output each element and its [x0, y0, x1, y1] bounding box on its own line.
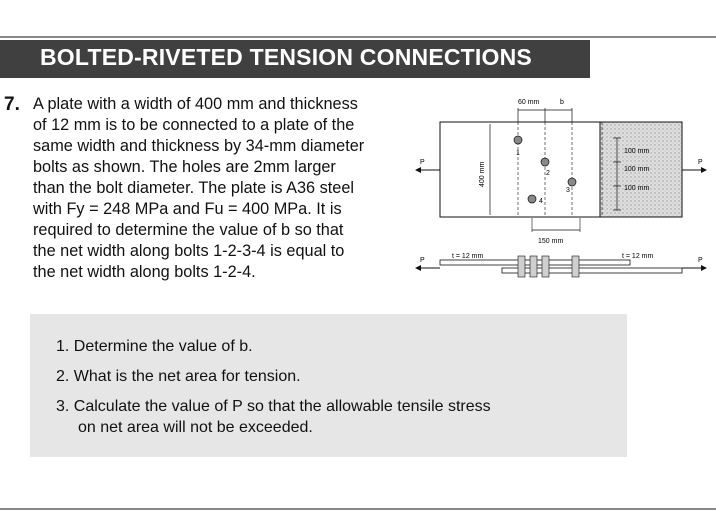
- section-plate-bottom: [502, 268, 682, 273]
- question-1-text: Determine the value of b.: [73, 338, 253, 355]
- question-2-number: 2.: [56, 368, 70, 385]
- bolt-2-label: 2: [546, 170, 550, 177]
- question-2-text: What is the net area for tension.: [73, 368, 301, 385]
- section-bolt-1: [518, 256, 525, 277]
- problem-line-8: the net width along bolts 1-2-3-4 is equal to: [33, 242, 345, 260]
- load-left-label: P: [420, 159, 425, 166]
- problem-number: 7.: [4, 94, 20, 115]
- section-bolt-3: [542, 256, 549, 277]
- bolt-1-label: 1: [516, 150, 520, 157]
- bolt-4: [528, 195, 536, 203]
- problem-line-2: of 12 mm is to be connected to a plate of the: [33, 116, 355, 134]
- connection-figure: [410, 92, 710, 282]
- bolt-4-label: 4: [539, 198, 543, 205]
- dim-400: 400 mm: [479, 161, 486, 187]
- dim-100-a: 100 mm: [624, 148, 650, 155]
- problem-line-4: bolts as shown. The holes are 2mm larger: [33, 158, 336, 176]
- question-3: [56, 398, 491, 416]
- bottom-rule: [0, 508, 716, 510]
- problem-line-3: same width and thickness by 34-mm diameter: [33, 137, 365, 155]
- dim-60: 60 mm: [518, 99, 540, 106]
- bolt-1: [514, 136, 522, 144]
- dim-100-b: 100 mm: [624, 166, 650, 173]
- dim-100-c: 100 mm: [624, 185, 650, 192]
- question-1: [56, 338, 253, 356]
- load-right-label: P: [698, 159, 703, 166]
- dim-b: b: [560, 99, 564, 106]
- bolt-3-label: 3: [566, 187, 570, 194]
- page-title: BOLTED-RIVETED TENSION CONNECTIONS: [40, 44, 532, 70]
- section-bolt-2: [530, 256, 537, 277]
- problem-line-1: A plate with a width of 400 mm and thickness: [33, 95, 358, 113]
- bolt-2: [541, 158, 549, 166]
- problem-line-5: than the bolt diameter. The plate is A36 steel: [33, 179, 355, 197]
- top-rule: [0, 36, 716, 38]
- dim-150: 150 mm: [538, 238, 564, 245]
- section-bolt-4: [572, 256, 579, 277]
- question-2: [56, 368, 301, 386]
- section-load-right: P: [698, 257, 703, 264]
- question-1-number: 1.: [56, 338, 70, 355]
- problem-line-9: the net width along bolts 1-2-4.: [33, 263, 256, 281]
- bolt-3: [568, 178, 576, 186]
- problem-line-7: required to determine the value of b so that: [33, 221, 344, 239]
- question-3-continuation: on net area will not be exceeded.: [78, 419, 313, 436]
- thickness-right: t = 12 mm: [622, 253, 654, 260]
- question-3-text: Calculate the value of P so that the allowable tensile stress: [73, 398, 491, 415]
- question-3-number: 3.: [56, 398, 70, 415]
- thickness-left: t = 12 mm: [452, 253, 484, 260]
- problem-line-6: with Fy = 248 MPa and Fu = 400 MPa. It is: [33, 200, 342, 218]
- section-load-left: P: [420, 257, 425, 264]
